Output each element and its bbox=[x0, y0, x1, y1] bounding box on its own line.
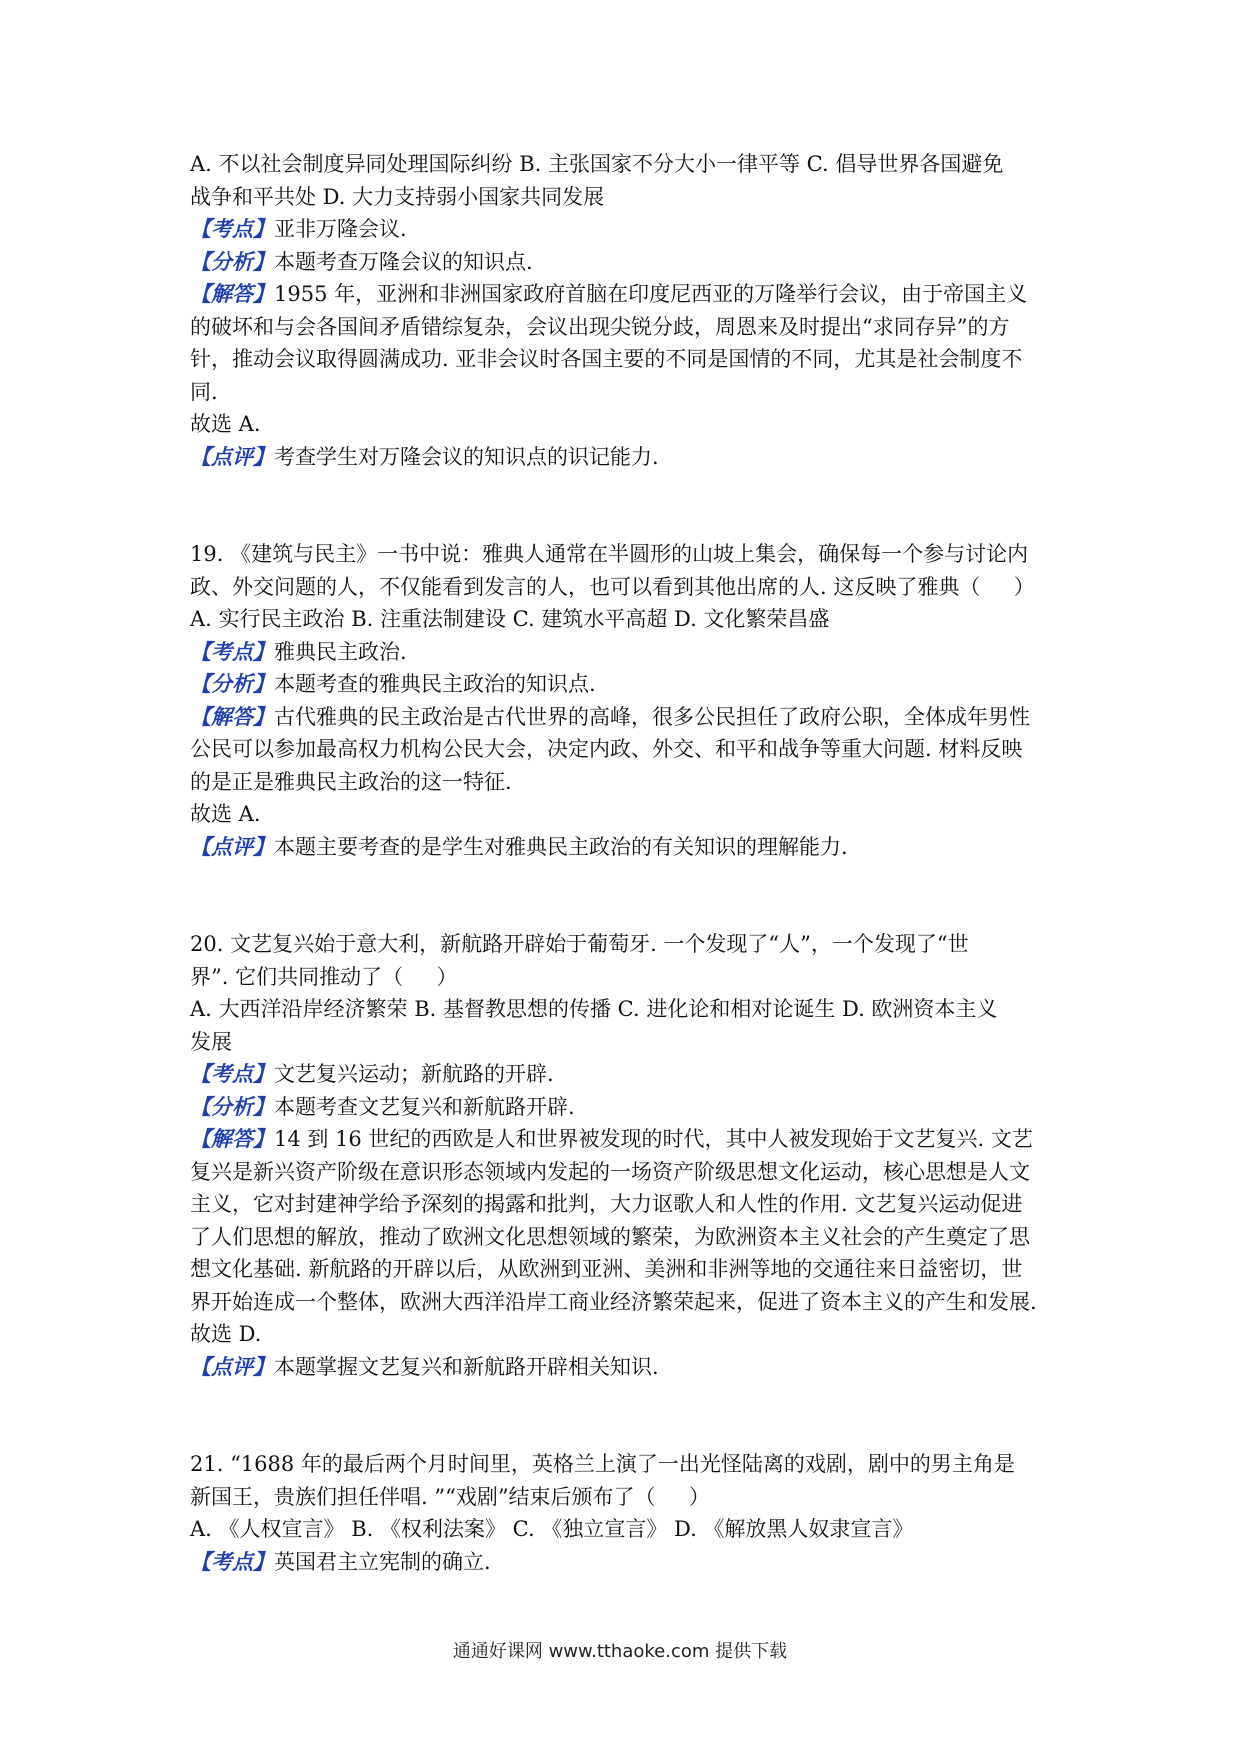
jieda-text: 古代雅典的民主政治是古代世界的高峰，很多公民担任了政府公职，全体成年男性 bbox=[274, 704, 1030, 729]
q19-stem-line-1: 19. 《建筑与民主》一书中说：雅典人通常在半圆形的山坡上集会，确保每一个参与讨论内 bbox=[190, 542, 1029, 566]
question-20-block bbox=[190, 928, 1060, 1383]
q21-options-line-1: A. 《人权宣言》 B. 《权利法案》 C. 《独立宣言》 D. 《解放黑人奴隶宣言》 bbox=[190, 1517, 914, 1541]
q18-answer: 故选 A. bbox=[190, 412, 261, 436]
kaodian-text: 文艺复兴运动；新航路的开辟. bbox=[274, 1062, 554, 1086]
section-spacer bbox=[190, 473, 1060, 538]
dianping-text: 考查学生对万隆会议的知识点的识记能力. bbox=[274, 444, 659, 469]
q20-dianping bbox=[190, 1351, 1060, 1384]
question-19-block bbox=[190, 538, 1060, 863]
jieda-text: 14 到 16 世纪的西欧是人和世界被发现的时代，其中人被发现始于文艺复兴. 文艺 bbox=[274, 1127, 1033, 1151]
q19-answer: 故选 A. bbox=[190, 802, 261, 826]
q20-fenxi bbox=[190, 1091, 1060, 1124]
q19-options-line-1: A. 实行民主政治 B. 注重法制建设 C. 建筑水平高超 D. 文化繁荣昌盛 bbox=[190, 607, 830, 631]
kaodian-text: 英国君主立宪制的确立. bbox=[274, 1549, 491, 1574]
fenxi-tag: 【分析】 bbox=[190, 248, 274, 274]
q20-options-line-2: 发展 bbox=[190, 1029, 232, 1054]
dianping-tag: 【点评】 bbox=[190, 443, 274, 469]
q20-jieda-line-5: 想文化基础. 新航路的开辟以后，从欧洲到亚洲、美洲和非洲等地的交通往来日益密切，世 bbox=[190, 1257, 1023, 1281]
q19-dianping bbox=[190, 831, 1060, 864]
q20-jieda-line-6: 界开始连成一个整体，欧洲大西洋沿岸工商业经济繁荣起来，促进了资本主义的产生和发展. bbox=[190, 1289, 1037, 1314]
kaodian-tag: 【考点】 bbox=[190, 638, 274, 664]
q19-jieda-line-2: 公民可以参加最高权力机构公民大会，决定内政、外交、和平和战争等重大问题. 材料反映 bbox=[190, 737, 1023, 761]
fenxi-tag: 【分析】 bbox=[190, 671, 274, 696]
q18-options-line-1: A. 不以社会制度异同处理国际纠纷 B. 主张国家不分大小一律平等 C. 倡导世界各国避免 bbox=[190, 152, 1004, 176]
fenxi-tag: 【分析】 bbox=[190, 1093, 274, 1119]
q20-stem-line-2: 界”. 它们共同推动了（ ） bbox=[190, 964, 458, 989]
q18-options-line-2: 战争和平共处 D. 大力支持弱小国家共同发展 bbox=[190, 184, 605, 209]
q18-dianping bbox=[190, 441, 1060, 474]
q18-jieda-line-2: 的破坏和与会各国间矛盾错综复杂，会议出现尖锐分歧，周恩来及时提出“求同存异”的方 bbox=[190, 314, 1010, 339]
q20-jieda-line-4: 了人们思想的解放，推动了欧洲文化思想领域的繁荣，为欧洲资本主义社会的产生奠定了思 bbox=[190, 1224, 1030, 1249]
section-spacer bbox=[190, 1383, 1060, 1448]
q19-kaodian bbox=[190, 636, 1060, 669]
dianping-text: 本题主要考查的是学生对雅典民主政治的有关知识的理解能力. bbox=[274, 834, 848, 859]
page-footer: 通通好课网 www.tthaoke.com 提供下载 bbox=[452, 1641, 788, 1662]
q20-jieda-line-2: 复兴是新兴资产阶级在意识形态领域内发起的一场资产阶级思想文化运动，核心思想是人文 bbox=[190, 1159, 1030, 1184]
q21-stem-line-2: 新国王，贵族们担任伴唱. ”“戏剧”结束后颁布了（ ） bbox=[190, 1484, 710, 1509]
jieda-tag: 【解答】 bbox=[190, 703, 274, 729]
question-21-block bbox=[190, 1448, 1060, 1578]
q20-kaodian bbox=[190, 1058, 1060, 1091]
kaodian-text: 亚非万隆会议. bbox=[274, 217, 407, 241]
q20-jieda-line-3: 主义，它对封建神学给予深刻的揭露和批判，大力讴歌人和人性的作用. 文艺复兴运动促进 bbox=[190, 1192, 1023, 1216]
q19-jieda-line-1 bbox=[190, 701, 1060, 734]
fenxi-text: 本题考查文艺复兴和新航路开辟. bbox=[274, 1094, 575, 1119]
kaodian-tag: 【考点】 bbox=[190, 1061, 274, 1086]
q20-jieda-line-1 bbox=[190, 1123, 1060, 1156]
document-body bbox=[190, 148, 1060, 1578]
fenxi-text: 本题考查万隆会议的知识点. bbox=[274, 249, 533, 274]
jieda-text: 1955 年，亚洲和非洲国家政府首脑在印度尼西亚的万隆举行会议，由于帝国主义 bbox=[274, 282, 1028, 306]
kaodian-text: 雅典民主政治. bbox=[274, 639, 407, 664]
q21-stem-line-1: 21. “1688 年的最后两个月时间里，英格兰上演了一出光怪陆离的戏剧，剧中的男主角是 bbox=[190, 1452, 1015, 1476]
q19-fenxi bbox=[190, 668, 1060, 701]
q18-fenxi bbox=[190, 246, 1060, 279]
q20-stem-line-1: 20. 文艺复兴始于意大利，新航路开辟始于葡萄牙. 一个发现了“人”，一个发现了“世 bbox=[190, 932, 969, 956]
q18-jieda-line-3: 针，推动会议取得圆满成功. 亚非会议时各国主要的不同是国情的不同，尤其是社会制度不 bbox=[190, 347, 1023, 371]
dianping-tag: 【点评】 bbox=[190, 833, 274, 859]
kaodian-tag: 【考点】 bbox=[190, 1548, 274, 1574]
question-18-block bbox=[190, 148, 1060, 473]
kaodian-tag: 【考点】 bbox=[190, 216, 274, 241]
jieda-tag: 【解答】 bbox=[190, 281, 274, 306]
q18-jieda-line-1 bbox=[190, 278, 1060, 311]
dianping-text: 本题掌握文艺复兴和新航路开辟相关知识. bbox=[274, 1354, 659, 1379]
jieda-tag: 【解答】 bbox=[190, 1126, 274, 1151]
q21-kaodian bbox=[190, 1546, 1060, 1579]
q20-answer: 故选 D. bbox=[190, 1322, 262, 1346]
q19-stem-line-2: 政、外交问题的人，不仅能看到发言的人，也可以看到其他出席的人. 这反映了雅典（ ） bbox=[190, 574, 1035, 599]
dianping-tag: 【点评】 bbox=[190, 1353, 274, 1379]
q20-options-line-1: A. 大西洋沿岸经济繁荣 B. 基督教思想的传播 C. 进化论和相对论诞生 D. 欧洲资本主义 bbox=[190, 997, 998, 1021]
fenxi-text: 本题考查的雅典民主政治的知识点. bbox=[274, 672, 596, 696]
q18-kaodian bbox=[190, 213, 1060, 246]
q19-jieda-line-3: 的是正是雅典民主政治的这一特征. bbox=[190, 769, 512, 794]
section-spacer bbox=[190, 863, 1060, 928]
q18-jieda-line-4: 同. bbox=[190, 379, 218, 404]
